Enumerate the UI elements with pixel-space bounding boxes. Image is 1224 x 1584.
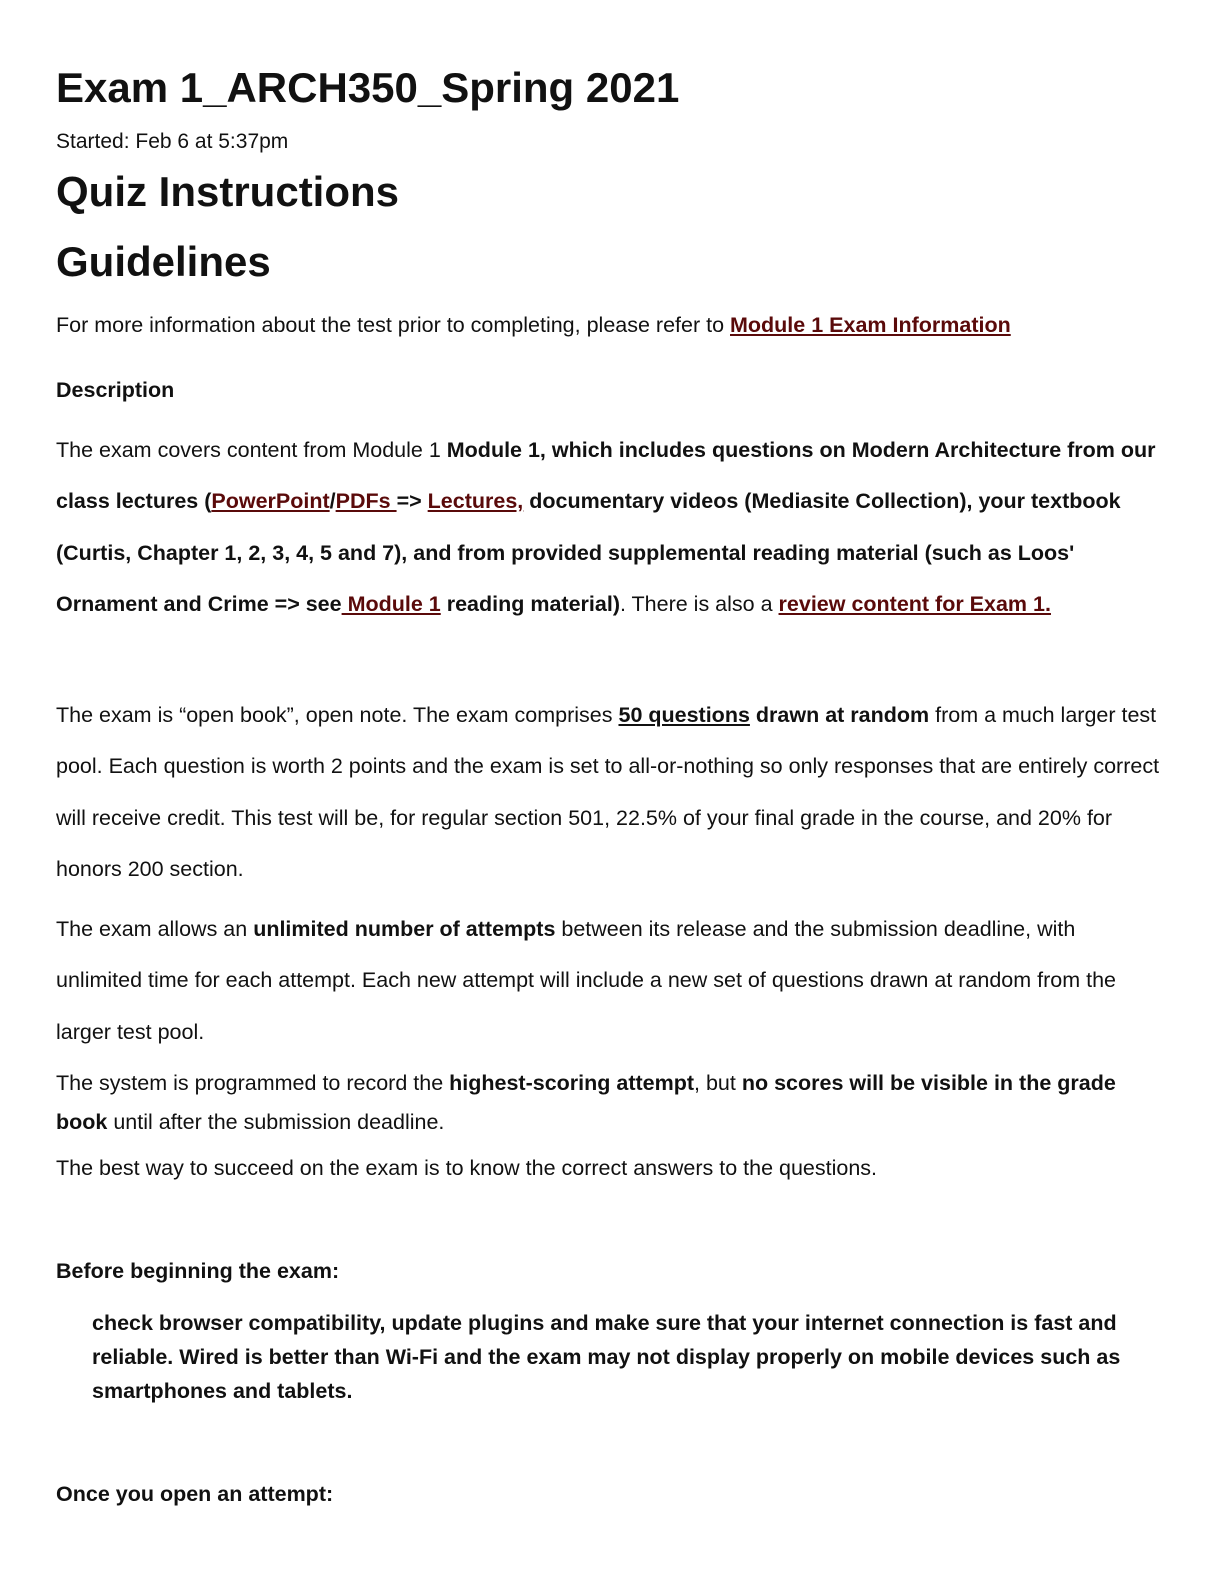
no-scores-visible-text: no scores will be visible in the grade book	[56, 1071, 1116, 1134]
description-arrow: =>	[396, 489, 428, 514]
started-timestamp: Started: Feb 6 at 5:37pm	[56, 130, 289, 153]
once-open-attempt-label	[56, 1475, 1166, 1514]
description-text-1: The exam covers content from Module 1	[56, 438, 447, 462]
guidelines-heading: Guidelines	[56, 238, 271, 285]
intro-text: For more information about the test prior to completing, please refer to	[56, 313, 730, 337]
attempts-text-1: The exam allows an	[56, 917, 254, 941]
description-label	[56, 371, 1166, 410]
scoring-text-3: until after the submission deadline.	[107, 1110, 445, 1134]
description-label-text: Description	[56, 378, 175, 402]
description-paragraph	[56, 425, 1166, 630]
exam-format-text-2: from a much larger test pool. Each question is worth 2 points and the exam is set to all-or-nothing so only responses that are entirely correct will receive credit. This test will be, for regular section 501, 22.5% of your final grade in the course, and 20% for honors 200 section.	[56, 703, 1160, 881]
intro-paragraph	[56, 306, 1166, 345]
description-bold-3: reading material)	[440, 591, 620, 616]
exam-format-text-1: The exam is “open book”, open note. The exam comprises	[56, 703, 619, 727]
before-beginning-label-text: Before beginning the exam:	[56, 1259, 340, 1283]
exam-format-paragraph	[56, 690, 1166, 895]
lectures-link[interactable]: Lectures,	[427, 489, 524, 514]
quiz-instructions-heading: Quiz Instructions	[56, 168, 400, 215]
before-beginning-instructions: check browser compatibility, update plugins and make sure that your internet connection is fast and reliable. Wired is better than Wi-Fi and the exam may not display properly on mobile devices such as smartphones and tablets.	[92, 1311, 1121, 1403]
scoring-text-1: The system is programmed to record the	[56, 1071, 450, 1095]
module-1-link[interactable]: Module 1	[341, 591, 441, 616]
unlimited-attempts-text: unlimited number of attempts	[253, 917, 556, 941]
description-bold-2: documentary videos (Mediasite Collection), your textbook (Curtis, Chapter 1, 2, 3, 4, 5 and 7), and from provided supplemental reading material (such as Loos' Ornament and Crime => see	[56, 489, 1121, 616]
page-title: Exam 1_ARCH350_Spring 2021	[56, 64, 680, 111]
description-bold-1: Module 1, which includes questions on Modern Architecture from our class lectures (	[56, 438, 1156, 514]
description-slash: /	[329, 489, 336, 514]
attempts-text-2: between its release and the submission deadline, with unlimited time for each attempt. Each new attempt will include a new set of questions drawn at random from the larger test pool.	[56, 917, 1116, 1044]
pdfs-link[interactable]: PDFs	[335, 489, 397, 514]
once-open-attempt-label-text: Once you open an attempt:	[56, 1482, 334, 1506]
description-text-2: . There is also a	[619, 591, 779, 616]
fifty-questions-text: 50 questions	[618, 703, 750, 727]
scoring-text-2: , but	[694, 1071, 742, 1095]
powerpoint-link[interactable]: PowerPoint	[211, 489, 330, 514]
review-content-link[interactable]: review content for Exam 1.	[778, 591, 1051, 616]
best-way-paragraph: The best way to succeed on the exam is to know the correct answers to the questions.	[56, 1156, 878, 1180]
highest-scoring-text: highest-scoring attempt	[449, 1071, 695, 1095]
module-1-exam-information-link[interactable]: Module 1 Exam Information	[730, 313, 1011, 337]
drawn-at-random-text: drawn at random	[755, 703, 930, 727]
attempts-paragraph	[56, 904, 1166, 1058]
scoring-paragraph	[56, 1064, 1166, 1142]
before-beginning-label	[56, 1252, 1166, 1291]
